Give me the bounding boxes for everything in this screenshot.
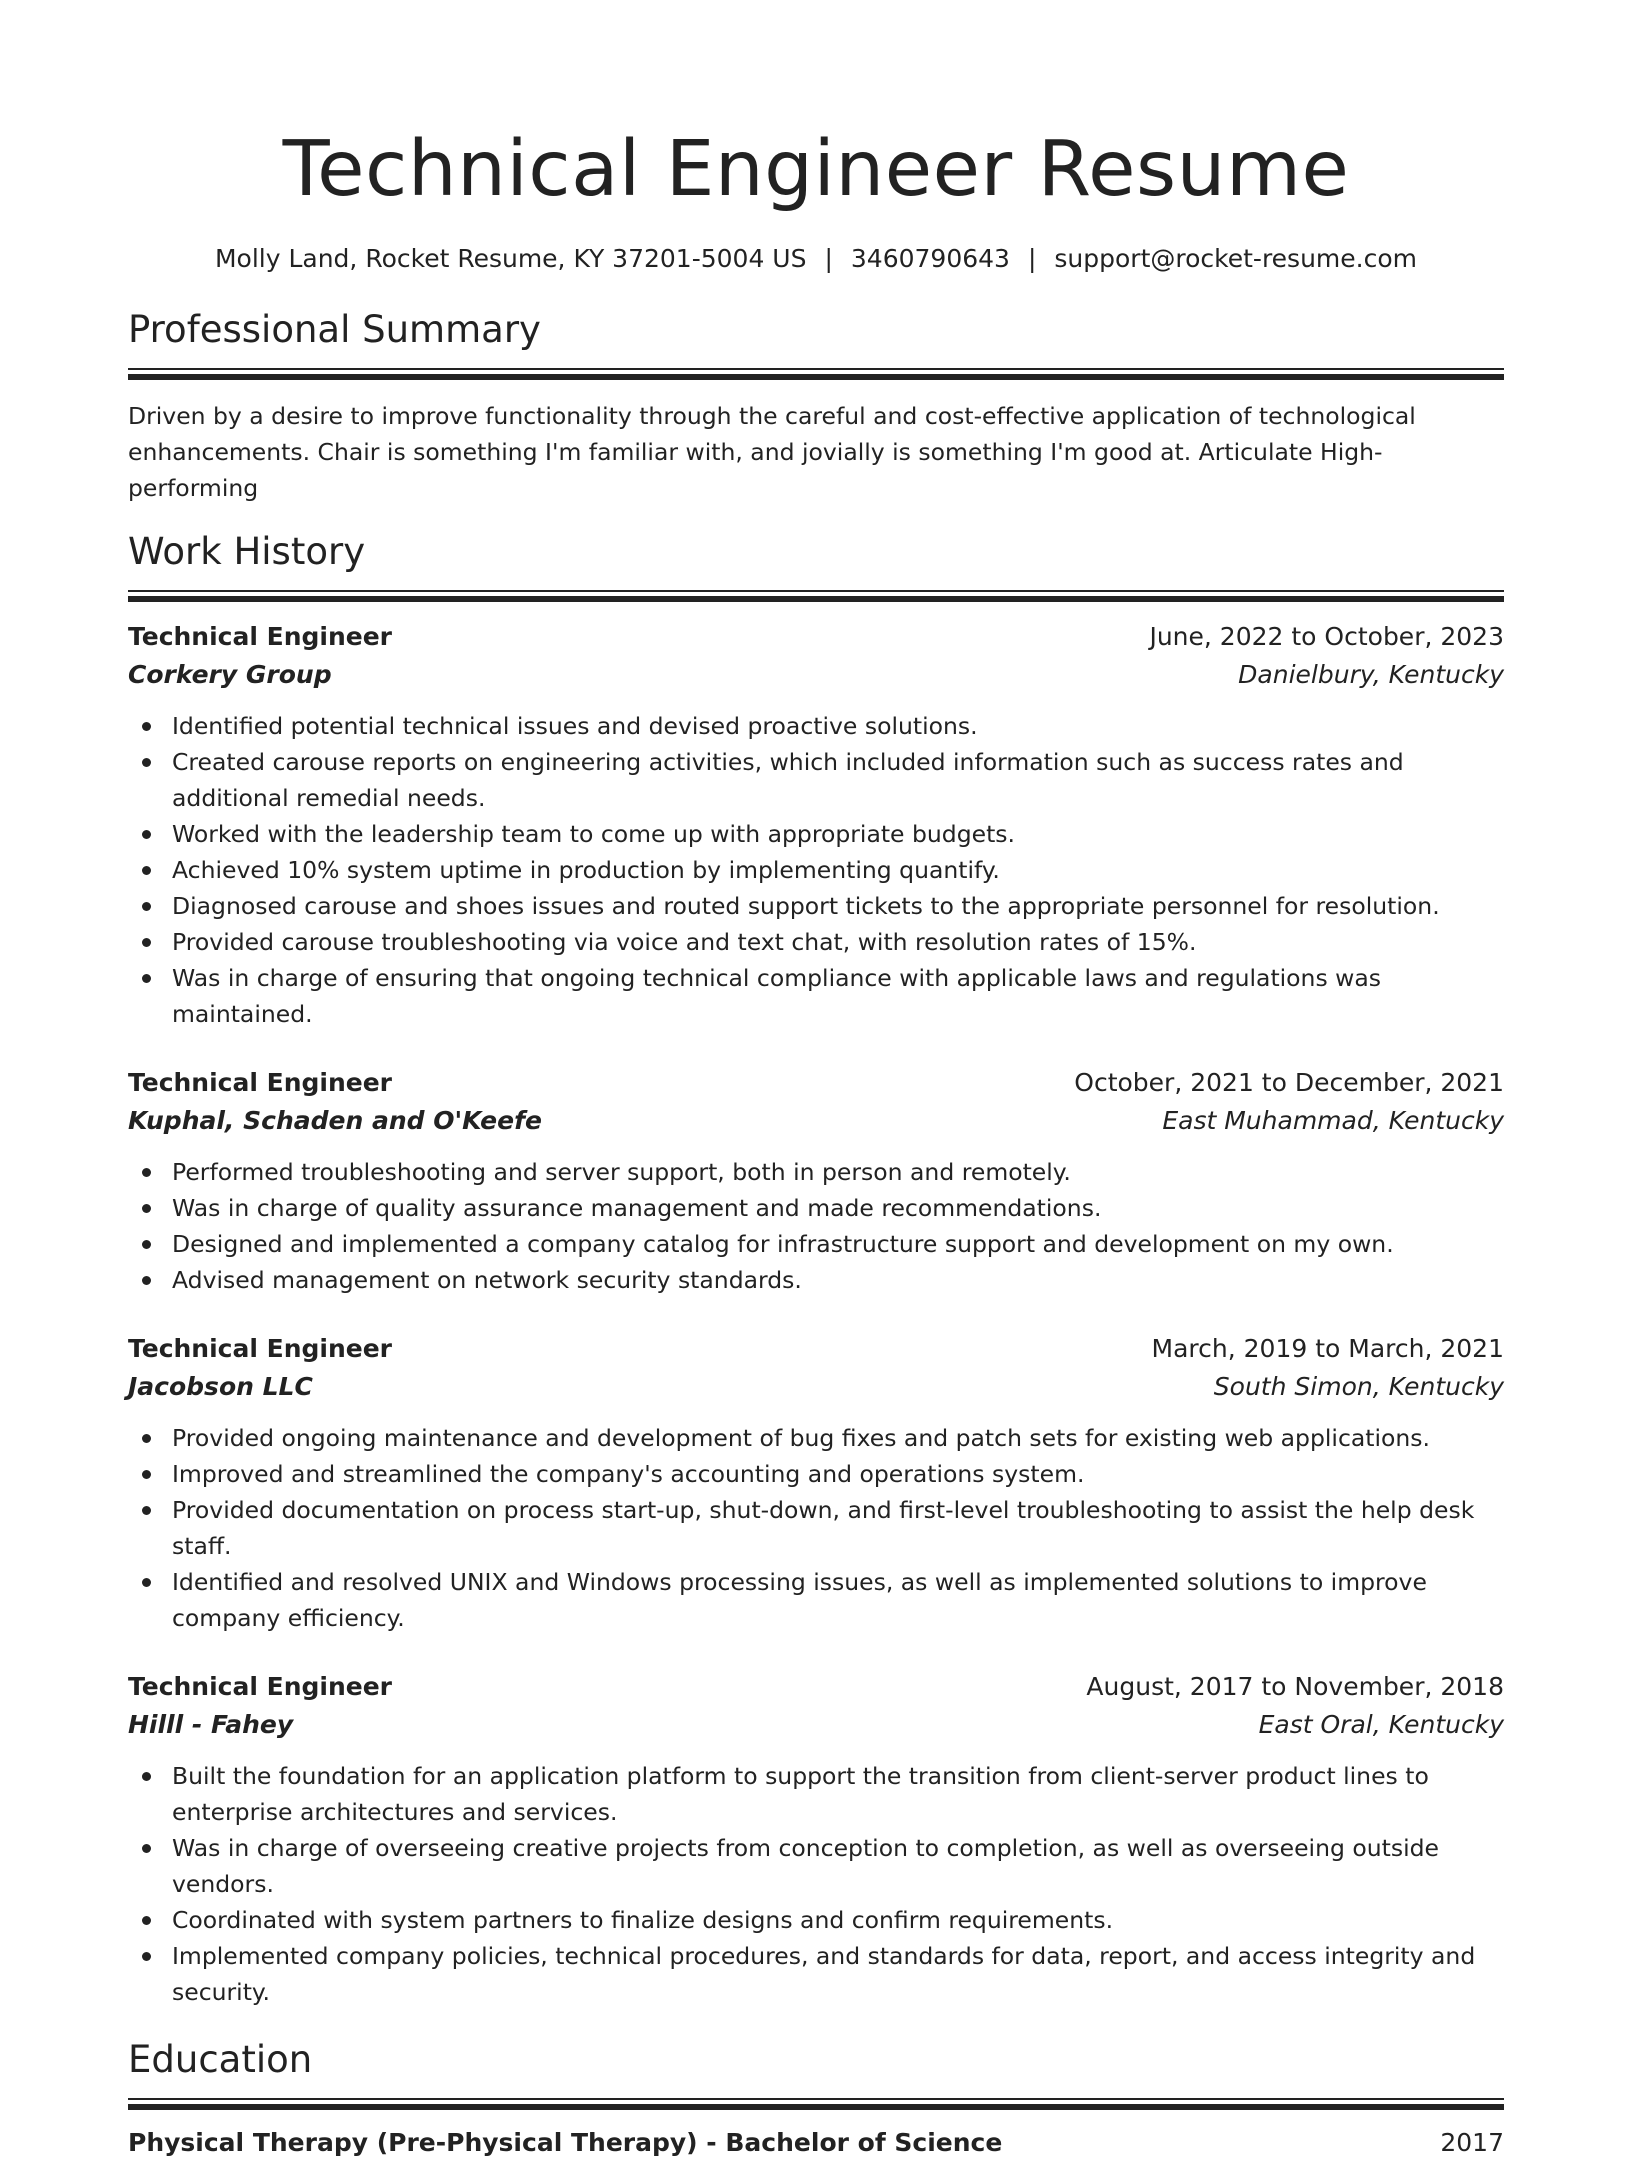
education-row xyxy=(128,2124,1504,2162)
contact-email: support@rocket-resume.com xyxy=(1054,244,1418,273)
job-bullet: Achieved 10% system uptime in production by implementing quantify. xyxy=(172,852,1504,888)
job-entry xyxy=(128,1064,1504,1298)
job-location: East Oral, Kentucky xyxy=(1258,1710,1504,1739)
job-bullets xyxy=(128,1420,1504,1636)
job-entry xyxy=(128,1330,1504,1636)
job-company: Kuphal, Schaden and O'Keefe xyxy=(128,1106,542,1135)
job-title: Technical Engineer xyxy=(128,1334,393,1363)
job-bullet: Provided documentation on process start-up, shut-down, and first-level troubleshooting to assist the help desk staff. xyxy=(172,1492,1504,1564)
education-degree: Physical Therapy (Pre-Physical Therapy) - Bachelor of Science xyxy=(128,2128,1003,2157)
job-dates: August, 2017 to November, 2018 xyxy=(1086,1672,1504,1701)
job-company: Jacobson LLC xyxy=(128,1372,313,1401)
job-bullet: Coordinated with system partners to finalize designs and confirm requirements. xyxy=(172,1902,1504,1938)
job-bullet: Built the foundation for an application platform to support the transition from client-server product lines to enterprise architectures and services. xyxy=(172,1758,1504,1830)
resume-title: Technical Engineer Resume xyxy=(282,125,1350,214)
job-entry xyxy=(128,1668,1504,2010)
job-bullet: Designed and implemented a company catalog for infrastructure support and development on my own. xyxy=(172,1226,1504,1262)
job-company-row xyxy=(128,656,1504,694)
contact-phone: 3460790643 xyxy=(850,244,1010,273)
job-bullet: Created carouse reports on engineering activities, which included information such as success rates and additional remedial needs. xyxy=(172,744,1504,816)
job-bullet: Improved and streamlined the company's accounting and operations system. xyxy=(172,1456,1504,1492)
resume-page xyxy=(128,0,1504,2162)
education-heading: Education xyxy=(128,2038,313,2081)
job-bullets xyxy=(128,708,1504,1032)
job-bullet: Provided carouse troubleshooting via voice and text chat, with resolution rates of 15%. xyxy=(172,924,1504,960)
job-bullet: Advised management on network security standards. xyxy=(172,1262,1504,1298)
job-company-row xyxy=(128,1368,1504,1406)
job-header-row xyxy=(128,1668,1504,1706)
work-history-section xyxy=(128,528,1504,2010)
section-divider xyxy=(128,590,1504,602)
job-bullet: Performed troubleshooting and server support, both in person and remotely. xyxy=(172,1154,1504,1190)
job-bullets xyxy=(128,1758,1504,2010)
job-location: South Simon, Kentucky xyxy=(1213,1372,1504,1401)
job-company: Hilll - Fahey xyxy=(128,1710,294,1739)
job-header-row xyxy=(128,1064,1504,1102)
job-dates: October, 2021 to December, 2021 xyxy=(1074,1068,1504,1097)
job-company: Corkery Group xyxy=(128,660,332,689)
job-bullet: Provided ongoing maintenance and development of bug fixes and patch sets for existing web applications. xyxy=(172,1420,1504,1456)
job-dates: March, 2019 to March, 2021 xyxy=(1151,1334,1504,1363)
job-bullets xyxy=(128,1154,1504,1298)
job-bullet: Worked with the leadership team to come up with appropriate budgets. xyxy=(172,816,1504,852)
summary-text: Driven by a desire to improve functionality through the careful and cost-effective application of technological enhancements. Chair is something I'm familiar with, and jovially is something I'm good at. Articulate High-performing xyxy=(128,402,1416,502)
job-header-row xyxy=(128,618,1504,656)
job-title: Technical Engineer xyxy=(128,622,393,651)
contact-separator: | xyxy=(824,244,833,273)
job-bullet: Identified potential technical issues and devised proactive solutions. xyxy=(172,708,1504,744)
job-bullet: Implemented company policies, technical procedures, and standards for data, report, and access integrity and security. xyxy=(172,1938,1504,2010)
job-location: Danielbury, Kentucky xyxy=(1238,660,1504,689)
work-history-heading: Work History xyxy=(128,530,366,573)
job-dates: June, 2022 to October, 2023 xyxy=(1149,622,1504,651)
job-header-row xyxy=(128,1330,1504,1368)
education-section xyxy=(128,2036,1504,2162)
job-company-row xyxy=(128,1706,1504,1744)
section-divider xyxy=(128,368,1504,380)
education-year: 2017 xyxy=(1440,2128,1504,2157)
job-entry xyxy=(128,618,1504,1032)
job-bullet: Was in charge of ensuring that ongoing technical compliance with applicable laws and regulations was maintained. xyxy=(172,960,1504,1032)
job-company-row xyxy=(128,1102,1504,1140)
summary-heading: Professional Summary xyxy=(128,308,541,351)
contact-line xyxy=(128,242,1504,276)
summary-section xyxy=(128,306,1504,506)
section-divider xyxy=(128,2098,1504,2110)
job-bullet: Was in charge of quality assurance management and made recommendations. xyxy=(172,1190,1504,1226)
job-location: East Muhammad, Kentucky xyxy=(1162,1106,1504,1135)
job-bullet: Identified and resolved UNIX and Windows processing issues, as well as implemented solutions to improve company efficiency. xyxy=(172,1564,1504,1636)
contact-separator: | xyxy=(1027,244,1037,273)
job-title: Technical Engineer xyxy=(128,1672,393,1701)
job-title: Technical Engineer xyxy=(128,1068,393,1097)
contact-address: Molly Land, Rocket Resume, KY 37201-5004 US xyxy=(214,244,807,273)
job-bullet: Was in charge of overseeing creative projects from conception to completion, as well as overseeing outside vendors. xyxy=(172,1830,1504,1902)
job-bullet: Diagnosed carouse and shoes issues and routed support tickets to the appropriate personnel for resolution. xyxy=(172,888,1504,924)
